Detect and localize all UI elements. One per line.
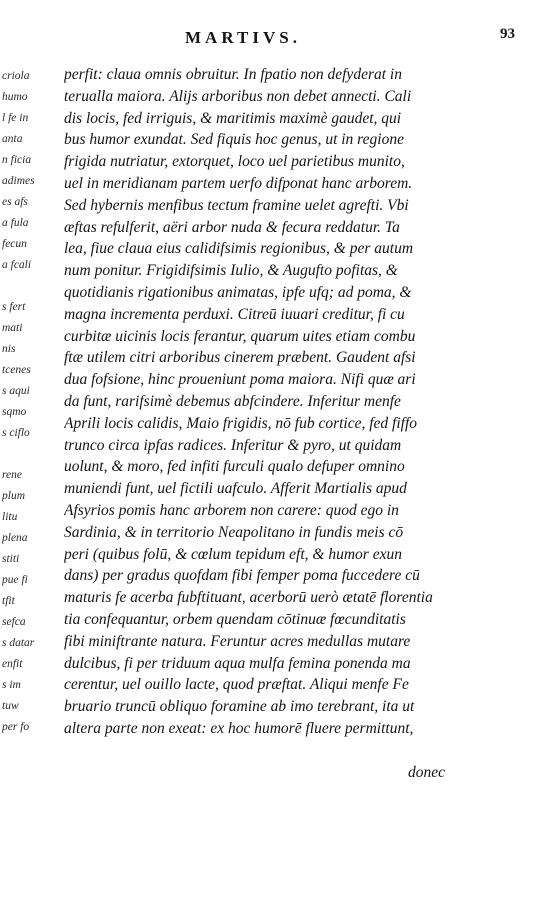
margin-fragment: a fula [2,217,29,229]
text-line: bruario truncū obliquo foramine ab imo terebrant, ita ut [64,698,415,716]
text-line: Sardinia, & in territorio Neapolitano in fundis meis cō [64,523,404,541]
margin-fragment: s ciflo [2,427,30,439]
text-line: da funt, rarifsimè debemus abfcindere. Inferitur menfe [64,392,401,410]
margin-fragment: plena [2,532,28,544]
margin-fragment: nis [2,343,16,355]
text-line: magna incrementa perduxi. Citreū iuuari creditur, fi cu [64,305,405,323]
margin-fragment [2,276,36,297]
text-line: frigida nutriatur, extorquet, loco uel parietibus munito, [64,153,405,171]
text-line: Afsyrios pomis hanc arborem non carere: quod ego in [64,501,399,519]
margin-fragment: plum [2,490,25,502]
margin-fragment: a fcali [2,259,32,271]
margin-fragment: pue fi [2,574,28,586]
text-line: uel in meridianam partem uerfo difponat hanc arborem. [64,174,413,192]
body-text [64,64,464,740]
running-title: MARTIVS. [185,28,301,47]
margin-fragment: fecun [2,238,27,250]
text-line: uolunt, & moro, fed infiti furculi qualo defuper omnino [64,458,405,476]
text-line: muniendi funt, uel fictili uafculo. Afferit Martialis apud [64,480,407,498]
text-line: tia confequantur, orbem quendam cōtinuæ fœcunditatis [64,610,406,628]
text-line: maturis fe acerba fubftituant, acerborū uerò ætatē florentia [64,589,433,607]
margin-fragment: n ficia [2,154,32,166]
text-line: cerentur, uel ouillo lacte, quod præftat. Aliqui menfe Fe [64,676,409,694]
margin-fragment: tcenes [2,364,31,376]
text-line: dua fofsione, hinc proueniunt poma maiora. Nifi quæ ari [64,371,416,389]
text-line: num ponitur. Frigidifsimis Iulio, & Augufto pofitas, & [64,262,398,280]
catchword: donec [408,764,446,781]
text-line: Sed hybernis menfibus tectum framine uelet agrefti. Vbi [64,196,409,214]
margin-fragment: s im [2,679,21,691]
margin-fragment: litu [2,511,18,523]
margin-fragment: adimes [2,175,35,187]
margin-fragment: tuw [2,700,19,712]
margin-fragment: enfit [2,658,23,670]
text-line: ftæ utilem citri arboribus cinerem præbent. Gaudent afsi [64,349,416,367]
margin-fragment: s fert [2,301,26,313]
margin-fragment: anta [2,133,23,145]
text-line: perfit: claua omnis obruitur. In fpatio non defyderat in [64,66,402,83]
margin-fragment: l fe in [2,112,29,124]
text-line: dans) per gradus quofdam fibi femper poma fuccedere cū [64,567,420,585]
margin-fragment [2,444,36,465]
margin-fragment: sefca [2,616,26,628]
text-line: quotidianis rigationibus animatas, ipfe ufq; ad poma, & [64,283,412,301]
page-number: 93 [500,26,515,42]
margin-fragment: sqmo [2,406,27,418]
text-line: bus humor exundat. Sed fiquis hoc genus, ut in regione [64,131,404,149]
margin-fragment: humo [2,91,28,103]
margin-fragment: criola [2,70,30,82]
margin-fragment: s aqui [2,385,30,397]
margin-fragment: per fo [2,721,30,733]
left-margin-fragments [2,66,36,738]
text-line: curbitæ uicinis locis ferantur, quarum uites etiam combu [64,327,416,345]
margin-fragment: tfit [2,595,15,607]
text-line: trunco circa ipfas radices. Inferitur & pyro, ut quidam [64,436,402,454]
margin-fragment: mati [2,322,23,334]
text-line: fibi miniftrante natura. Feruntur acres medullas mutare [64,632,411,650]
text-line: terualla maiora. Alijs arboribus non debet annecti. Cali [64,87,412,105]
margin-fragment: rene [2,469,23,481]
margin-fragment: stiti [2,553,20,565]
text-line: peri (quibus folū, & cœlum tepidum eft, & humor exun [64,545,402,563]
text-line: æftas refulferit, aëri arbor nuda & fecura reddatur. Ta [64,218,400,236]
text-line: Aprili locis calidis, Maio frigidis, nō fub cortice, fed fiffo [64,414,418,432]
margin-fragment: es afs [2,196,28,208]
text-line: altera parte non exeat: ex hoc humorē fluere permittunt, [64,719,414,737]
text-line: dis locis, fed irriguis, & maritimis maximè gaudet, qui [64,109,402,127]
margin-fragment: s datar [2,637,35,649]
text-line: lea, fiue claua eius calidifsimis regionibus, & per autum [64,240,414,258]
text-line: dulcibus, fi per triduum aqua mulfa femina ponenda ma [64,654,411,672]
